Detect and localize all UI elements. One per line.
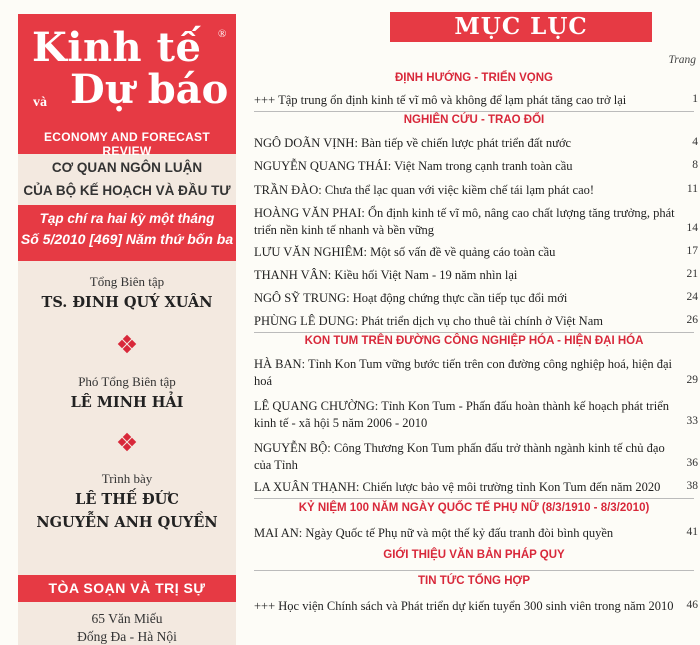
diamond-ornament-icon [119,434,135,450]
divider [254,498,694,499]
toc-entry[interactable] [254,479,676,496]
toc-entry[interactable] [254,356,676,389]
divider [254,570,694,571]
entry-page: 4 [692,136,698,148]
toc-entry[interactable] [254,290,676,307]
page-column-label: Trang [668,54,696,66]
entry-title: Kiều hối Việt Nam - 19 năm nhìn lại [334,268,518,282]
entry-author: LA XUÂN THẠNH: [254,480,360,494]
magazine-title-line2: Dự báo [70,66,229,113]
toc-entry[interactable] [254,313,676,330]
issue-banner [18,205,236,261]
office-heading: TÒA SOẠN VÀ TRỊ SỰ [18,575,236,602]
entry-author: +++ [254,93,276,107]
section-heading: KON TUM TRÊN ĐƯỜNG CÔNG NGHIỆP HÓA - HIỆN ĐẠI HÓA [304,335,644,347]
entry-page: 11 [686,183,698,195]
section-heading: KỶ NIỆM 100 NĂM NGÀY QUỐC TẾ PHỤ NỮ (8/3/1910 - 8/3/2010) [298,502,650,514]
entry-title: Học viện Chính sách và Phát triển dự kiến tuyển 300 sinh viên trong năm 2010 [278,599,674,613]
diamond-ornament-icon [119,336,135,352]
entry-page: 8 [692,159,698,171]
section-heading: ĐỊNH HƯỚNG - TRIỂN VỌNG [395,72,553,84]
masthead-banner [18,14,236,158]
toc-entry[interactable] [254,398,676,431]
staff-name-design-1: LÊ THẾ ĐỨC [75,491,179,508]
section-heading: NGHIÊN CỨU - TRAO ĐỔI [403,114,545,126]
entry-title: Tỉnh Kon Tum - Phấn đấu hoàn thành kế hoạch phát triển kinh tế - xã hội 5 năm 2006 - 2010 [254,399,669,430]
magazine-title-conjunction: và [33,95,47,110]
entry-page: 1 [692,93,698,105]
entry-page: 46 [686,599,698,611]
section-heading: TIN TỨC TỔNG HỢP [418,575,530,587]
entry-author: MAI AN: [254,526,303,540]
entry-page: 21 [686,268,698,280]
staff-role-deputy: Phó Tổng Biên tập [78,374,176,389]
entry-title: Một số vấn đề về quảng cáo toàn cầu [370,245,556,259]
entry-author: NGUYỄN BỘ: [254,441,331,455]
entry-author: +++ [254,599,276,613]
toc-title: MỤC LỤC [390,12,652,42]
office-address-line1: 65 Văn Miếu [91,611,163,626]
entry-title: Công Thương Kon Tum phấn đấu trở thành ngành kinh tế chủ đạo của Tỉnh [254,441,665,472]
entry-page: 38 [686,480,698,492]
toc-entry[interactable] [254,525,676,542]
entry-title: Chưa thể lạc quan với việc kiềm chế tái lạm phát cao! [324,183,595,197]
staff-role-design: Trình bày [101,471,153,486]
entry-author: PHÙNG LÊ DUNG: [254,314,359,328]
staff-role-editor: Tổng Biên tập [89,274,165,289]
toc-entry[interactable] [254,158,676,175]
entry-page: 29 [686,374,698,386]
english-title: ECONOMY AND FORECAST REVIEW [43,130,210,158]
entry-author: HOÀNG VĂN PHAI: [254,206,365,220]
divider [254,111,694,112]
issue-number: Số 5/2010 [469] Năm thứ bốn ba [20,231,234,247]
entry-author: LÊ QUANG CHƯỜNG: [254,399,379,413]
entry-author: LƯU VĂN NGHIÊM: [254,245,367,259]
toc-entry[interactable] [254,92,676,109]
entry-title: Tập trung ổn định kinh tế vĩ mô và không để lạm phát tăng cao trở lại [278,93,627,107]
entry-page: 36 [686,457,698,469]
entry-title: Chiến lược bảo vệ môi trường tỉnh Kon Tum đến năm 2020 [362,480,661,494]
entry-page: 41 [686,526,698,538]
entry-title: Ổn định kinh tế vĩ mô, nâng cao chất lượng tăng trưởng, phát triển nền kinh tế nhanh và bền vững [254,206,675,237]
agency-statement [18,156,236,202]
staff-name-deputy: LÊ MINH HẢI [70,394,184,411]
entry-author: NGÔ DOÃN VỊNH: [254,136,358,150]
toc-entry[interactable] [254,440,676,473]
entry-author: TRẦN ĐÀO: [254,183,322,197]
entry-title: Phát triển dịch vụ cho thuê tài chính ở Việt Nam [361,314,603,328]
section-heading: GIỚI THIỆU VĂN BẢN PHÁP QUY [383,549,565,561]
divider [254,332,694,333]
entry-title: Bàn tiếp về chiến lược phát triển đất nước [361,136,572,150]
toc-entry[interactable] [254,598,676,615]
agency-line1: CƠ QUAN NGÔN LUẬN [51,160,203,175]
toc-entry[interactable] [254,135,676,152]
entry-page: 26 [686,314,698,326]
office-address-line2: Đống Đa - Hà Nội [77,629,177,644]
agency-line2: CỦA BỘ KẾ HOẠCH VÀ ĐẦU TƯ [23,183,231,198]
entry-page: 33 [686,415,698,427]
registered-mark-icon: ® [218,28,227,40]
table-of-contents [248,0,700,645]
magazine-title-line1: Kinh tế [32,24,202,71]
entry-author: HÀ BAN: [254,357,306,371]
entry-author: NGUYỄN QUANG THÁI: [254,159,392,173]
entry-title: Ngày Quốc tế Phụ nữ và một thế kỷ đấu tranh đòi bình quyền [305,526,614,540]
staff-name-design-2: NGUYỄN ANH QUYỀN [36,514,218,531]
entry-title: Tỉnh Kon Tum vững bước tiến trên con đường công nghiệp hoá, hiện đại hoá [254,357,673,388]
entry-page: 17 [686,245,698,257]
toc-entry[interactable] [254,205,676,238]
entry-page: 24 [686,291,698,303]
toc-entry[interactable] [254,182,676,199]
entry-author: THANH VÂN: [254,268,332,282]
entry-page: 14 [686,222,698,234]
entry-title: Hoạt động chứng thực cần tiếp tục đổi mới [352,291,568,305]
toc-entry[interactable] [254,244,676,261]
entry-title: Việt Nam trong cạnh tranh toàn cầu [394,159,573,173]
staff-name-editor: TS. ĐINH QUÝ XUÂN [41,294,213,311]
publication-frequency: Tạp chí ra hai kỳ một tháng [39,211,215,226]
entry-author: NGÔ SỸ TRUNG: [254,291,350,305]
toc-entry[interactable] [254,267,676,284]
masthead-panel [18,14,236,645]
